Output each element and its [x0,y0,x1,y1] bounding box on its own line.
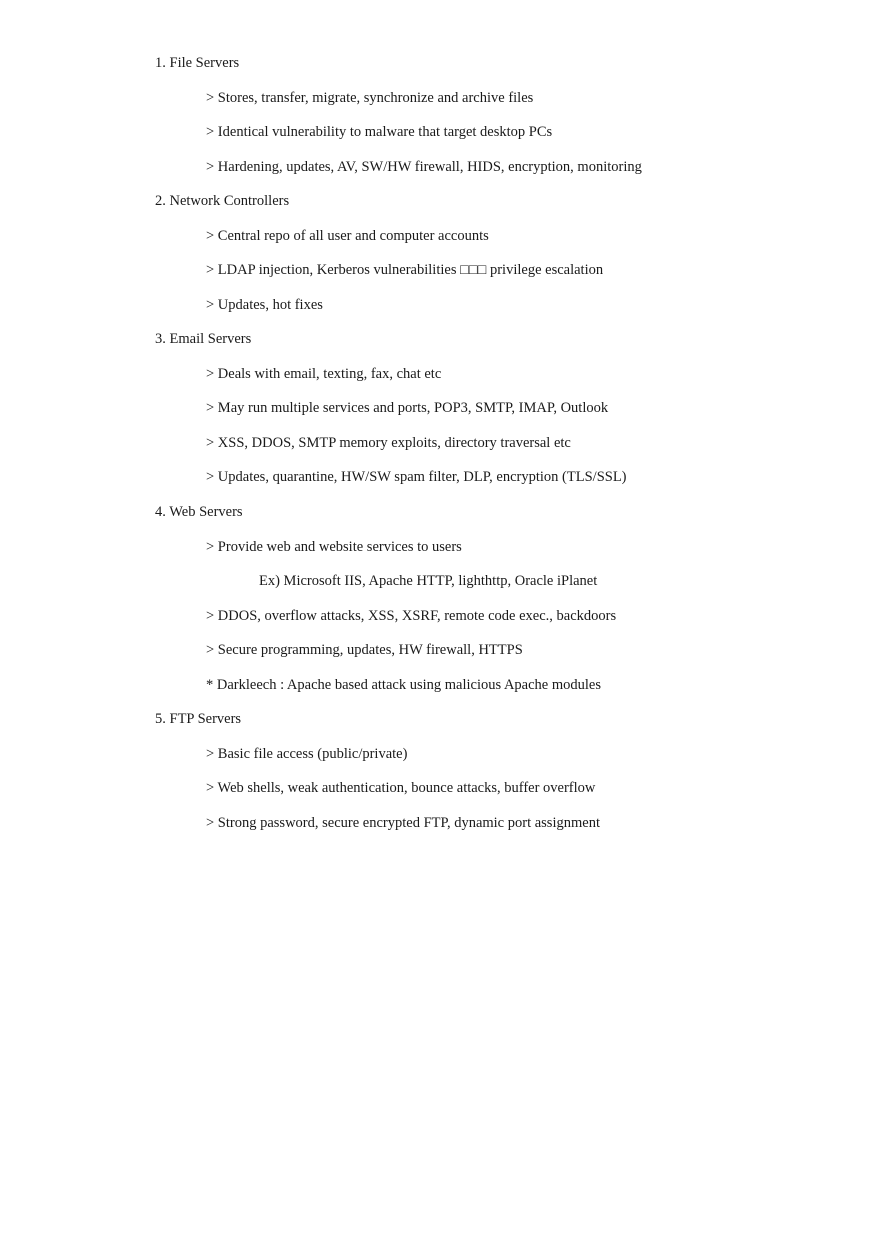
list-item: > Secure programming, updates, HW firewall, HTTPS [206,642,523,658]
list-item: > XSS, DDOS, SMTP memory exploits, directory traversal etc [206,435,571,451]
note-item: * Darkleech : Apache based attack using malicious Apache modules [206,677,601,693]
section-heading-file-servers: 1. File Servers [155,55,240,71]
list-item: > Provide web and website services to users [206,539,462,555]
section-heading-web-servers: 4. Web Servers [155,504,243,520]
list-item: > Central repo of all user and computer accounts [206,228,489,244]
list-item: > Deals with email, texting, fax, chat etc [206,366,442,382]
list-item: > LDAP injection, Kerberos vulnerabilities □□□ privilege escalation [206,262,604,278]
section-heading-network-controllers: 2. Network Controllers [155,193,290,209]
list-item: > Updates, quarantine, HW/SW spam filter, DLP, encryption (TLS/SSL) [206,469,627,485]
list-item: > Stores, transfer, migrate, synchronize and archive files [206,90,534,106]
list-item: > May run multiple services and ports, POP3, SMTP, IMAP, Outlook [206,400,609,416]
list-item: > Basic file access (public/private) [206,746,408,762]
section-heading-ftp-servers: 5. FTP Servers [155,711,242,727]
list-item: > Hardening, updates, AV, SW/HW firewall, HIDS, encryption, monitoring [206,159,642,175]
list-item: > DDOS, overflow attacks, XSS, XSRF, remote code exec., backdoors [206,608,617,624]
list-item: > Strong password, secure encrypted FTP, dynamic port assignment [206,815,600,831]
list-item: > Updates, hot fixes [206,297,323,313]
example-item: Ex) Microsoft IIS, Apache HTTP, lighthttp, Oracle iPlanet [259,573,598,589]
list-item: > Web shells, weak authentication, bounce attacks, buffer overflow [206,780,596,796]
list-item: > Identical vulnerability to malware that target desktop PCs [206,124,553,140]
section-heading-email-servers: 3. Email Servers [155,331,252,347]
